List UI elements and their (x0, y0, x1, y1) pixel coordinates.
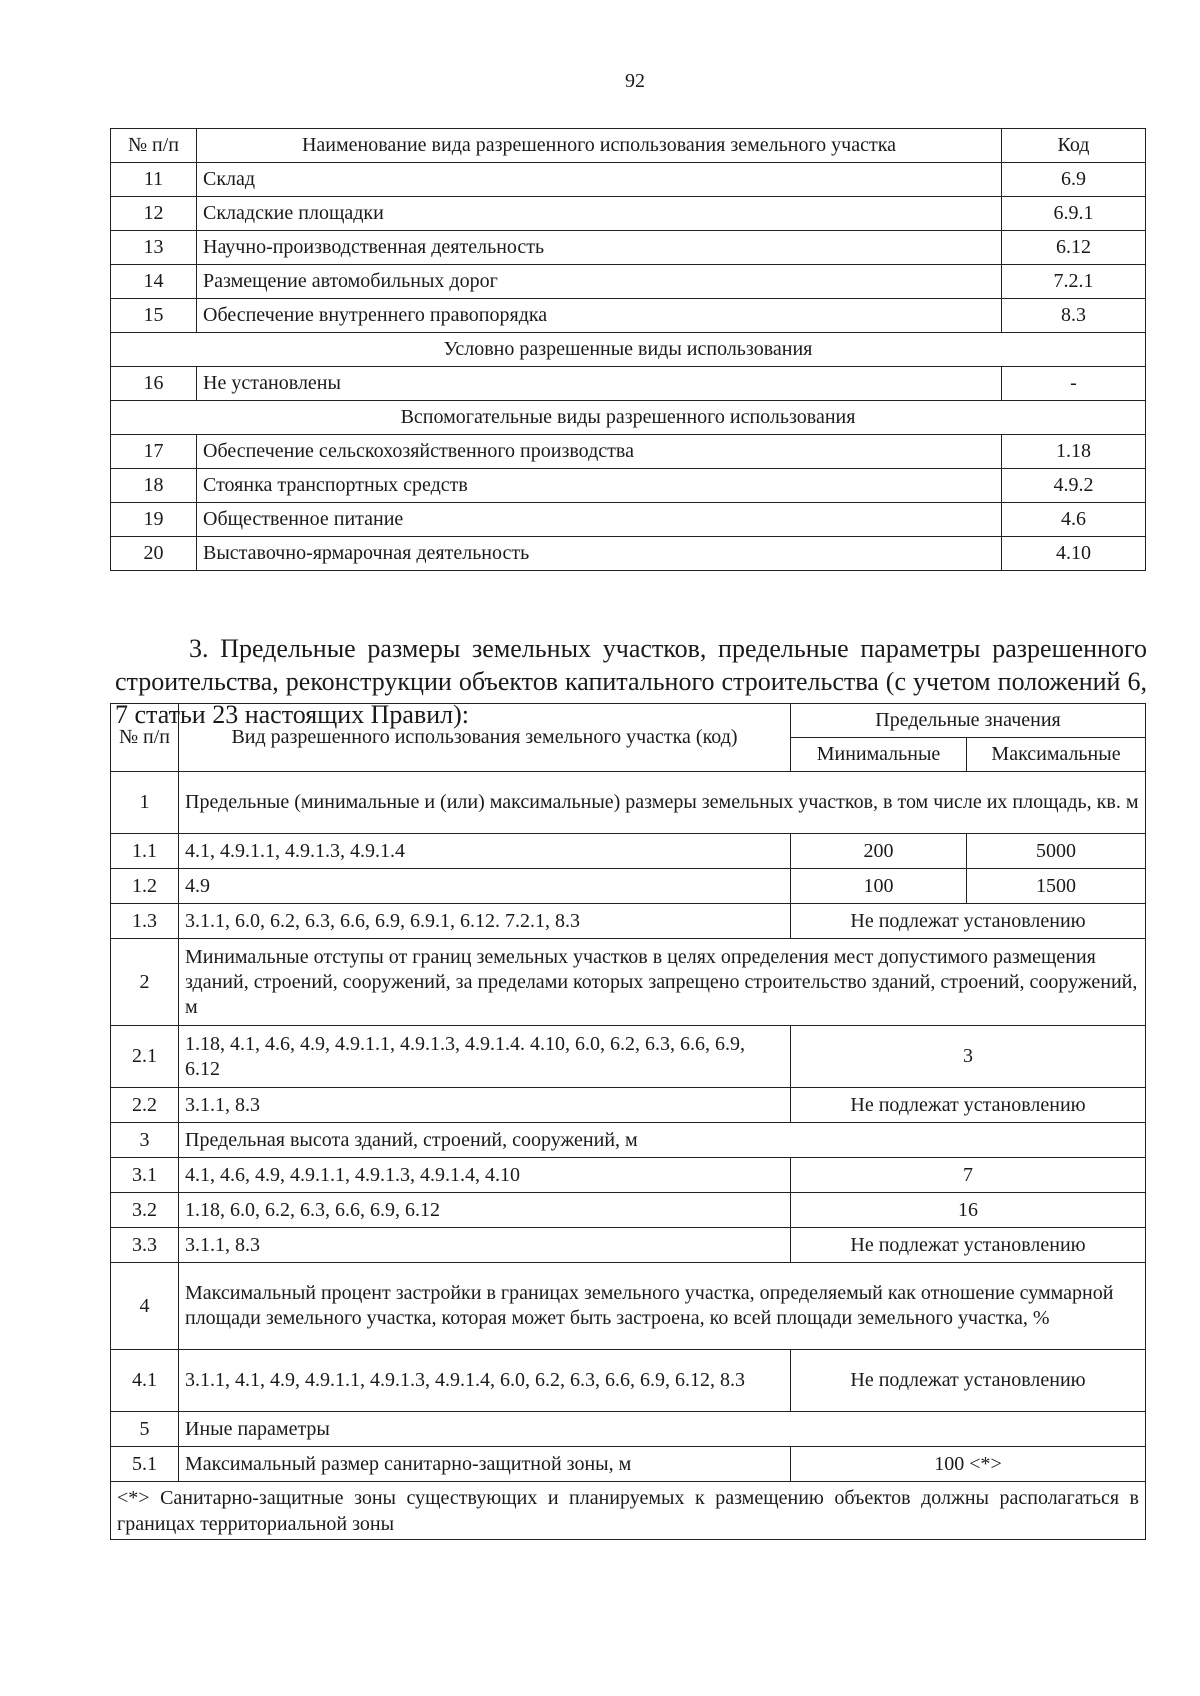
row-name: Склад (197, 163, 1002, 197)
table-header-row (111, 129, 1146, 163)
row-codes: Максимальный размер санитарно-защитной зоны, м (179, 1447, 791, 1482)
group-row (111, 939, 1146, 1026)
row-num: 1.2 (111, 869, 179, 904)
row-name: Размещение автомобильных дорог (197, 265, 1002, 299)
header-num: № п/п (111, 704, 179, 772)
row-code: 7.2.1 (1002, 265, 1146, 299)
row-num: 2.1 (111, 1026, 179, 1088)
header-num: № п/п (111, 129, 197, 163)
row-text: Предельная высота зданий, строений, сооружений, м (179, 1123, 1146, 1158)
row-value: Не подлежат установлению (791, 1228, 1146, 1263)
row-codes: 3.1.1, 8.3 (179, 1088, 791, 1123)
row-num: 13 (111, 231, 197, 265)
row-codes: 3.1.1, 6.0, 6.2, 6.3, 6.6, 6.9, 6.9.1, 6.12. 7.2.1, 8.3 (179, 904, 791, 939)
row-num: 14 (111, 265, 197, 299)
group-row (111, 1123, 1146, 1158)
header-name: Наименование вида разрешенного использования земельного участка (197, 129, 1002, 163)
header-min: Минимальные (791, 738, 967, 772)
row-codes: 1.18, 4.1, 4.6, 4.9, 4.9.1.1, 4.9.1.3, 4.9.1.4. 4.10, 6.0, 6.2, 6.3, 6.6, 6.9, 6.12 (179, 1026, 791, 1088)
row-codes: 3.1.1, 4.1, 4.9, 4.9.1.1, 4.9.1.3, 4.9.1.4, 6.0, 6.2, 6.3, 6.6, 6.9, 6.12, 8.3 (179, 1350, 791, 1412)
table-row (111, 435, 1146, 469)
row-code: 4.6 (1002, 503, 1146, 537)
row-min: 200 (791, 834, 967, 869)
row-num: 3.3 (111, 1228, 179, 1263)
table-row (111, 1228, 1146, 1263)
row-num: 17 (111, 435, 197, 469)
group-row (111, 1263, 1146, 1350)
row-value: 7 (791, 1158, 1146, 1193)
row-num: 5 (111, 1412, 179, 1447)
table-row (111, 904, 1146, 939)
row-code: 1.18 (1002, 435, 1146, 469)
row-num: 1.3 (111, 904, 179, 939)
row-name: Выставочно-ярмарочная деятельность (197, 537, 1002, 571)
row-num: 11 (111, 163, 197, 197)
limits-table (110, 703, 1146, 1540)
row-text: Иные параметры (179, 1412, 1146, 1447)
row-max: 1500 (967, 869, 1146, 904)
section-3-paragraph: 3. Предельные размеры земельных участков, предельные параметры разрешенного строительства, реконструкции объектов капитального строительства (с учетом положений 6, 7 статьи 23 настоящих Правил): (115, 634, 1147, 729)
table-row (111, 1447, 1146, 1482)
row-code: 8.3 (1002, 299, 1146, 333)
row-value: Не подлежат установлению (791, 1088, 1146, 1123)
row-value: Не подлежат установлению (791, 904, 1146, 939)
row-num: 1 (111, 772, 179, 834)
row-num: 2.2 (111, 1088, 179, 1123)
row-max: 5000 (967, 834, 1146, 869)
footnote-row (111, 1482, 1146, 1540)
row-num: 19 (111, 503, 197, 537)
table-row (111, 265, 1146, 299)
table-row (111, 469, 1146, 503)
table-row (111, 1158, 1146, 1193)
row-num: 18 (111, 469, 197, 503)
row-codes: 4.9 (179, 869, 791, 904)
header-max: Максимальные (967, 738, 1146, 772)
group-row (111, 772, 1146, 834)
section-title: Вспомогательные виды разрешенного использования (111, 401, 1146, 435)
row-num: 4 (111, 1263, 179, 1350)
header-limits: Предельные значения (791, 704, 1146, 738)
row-value: Не подлежат установлению (791, 1350, 1146, 1412)
row-name: Не установлены (197, 367, 1002, 401)
row-num: 3.2 (111, 1193, 179, 1228)
row-num: 15 (111, 299, 197, 333)
row-text: Минимальные отступы от границ земельных участков в целях определения мест допустимого размещения зданий, строений, сооружений, за пределами которых запрещено строительство зданий, строений, сооружений, м (179, 939, 1146, 1026)
table-row (111, 1026, 1146, 1088)
table-row (111, 1350, 1146, 1412)
row-code: 4.9.2 (1002, 469, 1146, 503)
table-row (111, 299, 1146, 333)
table-row (111, 163, 1146, 197)
row-num: 16 (111, 367, 197, 401)
group-row (111, 1412, 1146, 1447)
table-row (111, 1088, 1146, 1123)
row-num: 12 (111, 197, 197, 231)
table-row (111, 231, 1146, 265)
permitted-use-table (110, 128, 1146, 571)
row-codes: 3.1.1, 8.3 (179, 1228, 791, 1263)
row-code: 6.12 (1002, 231, 1146, 265)
row-name: Обеспечение сельскохозяйственного производства (197, 435, 1002, 469)
row-name: Общественное питание (197, 503, 1002, 537)
row-num: 3 (111, 1123, 179, 1158)
row-codes: 1.18, 6.0, 6.2, 6.3, 6.6, 6.9, 6.12 (179, 1193, 791, 1228)
table-row (111, 834, 1146, 869)
row-text: Максимальный процент застройки в границах земельного участка, определяемый как отношение суммарной площади земельного участка, которая может быть застроена, ко всей площади земельного участка, % (179, 1263, 1146, 1350)
table-row (111, 869, 1146, 904)
table-row (111, 367, 1146, 401)
row-codes: 4.1, 4.6, 4.9, 4.9.1.1, 4.9.1.3, 4.9.1.4, 4.10 (179, 1158, 791, 1193)
row-num: 3.1 (111, 1158, 179, 1193)
row-num: 5.1 (111, 1447, 179, 1482)
row-name: Обеспечение внутреннего правопорядка (197, 299, 1002, 333)
header-type: Вид разрешенного использования земельного участка (код) (179, 704, 791, 772)
row-num: 2 (111, 939, 179, 1026)
table-row (111, 1193, 1146, 1228)
row-text: Предельные (минимальные и (или) максимальные) размеры земельных участков, в том числе их площадь, кв. м (179, 772, 1146, 834)
row-codes: 4.1, 4.9.1.1, 4.9.1.3, 4.9.1.4 (179, 834, 791, 869)
row-code: 6.9 (1002, 163, 1146, 197)
row-min: 100 (791, 869, 967, 904)
row-code: 6.9.1 (1002, 197, 1146, 231)
row-num: 1.1 (111, 834, 179, 869)
footnote: <*> Санитарно-защитные зоны существующих и планируемых к размещению объектов должны располагаться в границах территориальной зоны (111, 1482, 1146, 1540)
header-code: Код (1002, 129, 1146, 163)
table-row (111, 503, 1146, 537)
row-name: Научно-производственная деятельность (197, 231, 1002, 265)
table-row (111, 197, 1146, 231)
row-value: 100 <*> (791, 1447, 1146, 1482)
table-row (111, 537, 1146, 571)
section-row-auxiliary (111, 401, 1146, 435)
row-value: 3 (791, 1026, 1146, 1088)
row-num: 4.1 (111, 1350, 179, 1412)
row-name: Стоянка транспортных средств (197, 469, 1002, 503)
row-num: 20 (111, 537, 197, 571)
row-name: Складские площадки (197, 197, 1002, 231)
row-code: - (1002, 367, 1146, 401)
table-header-row (111, 704, 1146, 738)
section-title: Условно разрешенные виды использования (111, 333, 1146, 367)
row-code: 4.10 (1002, 537, 1146, 571)
section-row-conditional (111, 333, 1146, 367)
page-number: 92 (625, 70, 645, 92)
row-value: 16 (791, 1193, 1146, 1228)
